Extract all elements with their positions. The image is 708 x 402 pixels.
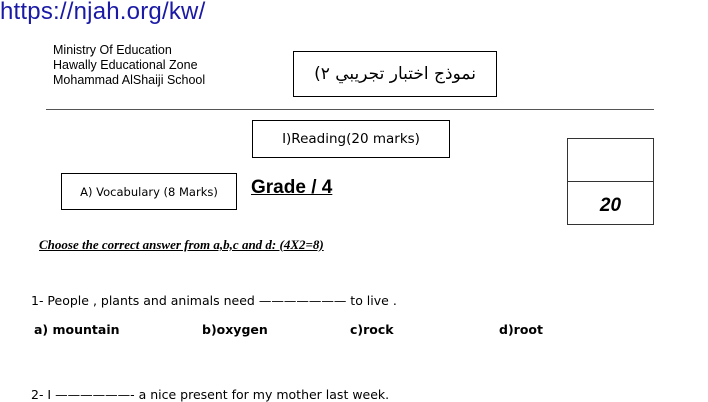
reading-section-box: [252, 120, 450, 158]
instruction-text: Choose the correct answer from a,b,c and d: (4X2=8): [39, 237, 324, 252]
question-2: 2- I ——————- a nice present for my mother last week.: [31, 387, 390, 402]
vocabulary-section-box: [61, 173, 237, 210]
reading-section-label: I)Reading(20 marks): [282, 131, 420, 147]
school-line: Mohammad AlShaiji School: [53, 73, 206, 87]
score-divider: [568, 181, 653, 182]
vocabulary-section-label: A) Vocabulary (8 Marks): [80, 184, 218, 199]
arabic-title: نموذج اختبار تجريبي ٢): [314, 64, 476, 84]
score-box: [567, 138, 654, 225]
question-1-option-c: c)rock: [350, 322, 394, 337]
header-divider: [46, 109, 654, 110]
zone-line: Hawally Educational Zone: [53, 58, 198, 72]
score-total: 20: [599, 195, 622, 216]
question-1-option-d: d)root: [499, 322, 543, 337]
ministry-line: Ministry Of Education: [53, 43, 172, 57]
arabic-title-box: [293, 51, 497, 97]
site-url-link[interactable]: https://njah.org/kw/: [0, 0, 206, 25]
grade-title: Grade / 4: [251, 177, 333, 198]
question-1-option-a: a) mountain: [34, 322, 120, 337]
school-header: [53, 43, 205, 88]
question-1-option-b: b)oxygen: [202, 322, 268, 337]
question-1: 1- People , plants and animals need ——————— to live .: [31, 293, 397, 308]
